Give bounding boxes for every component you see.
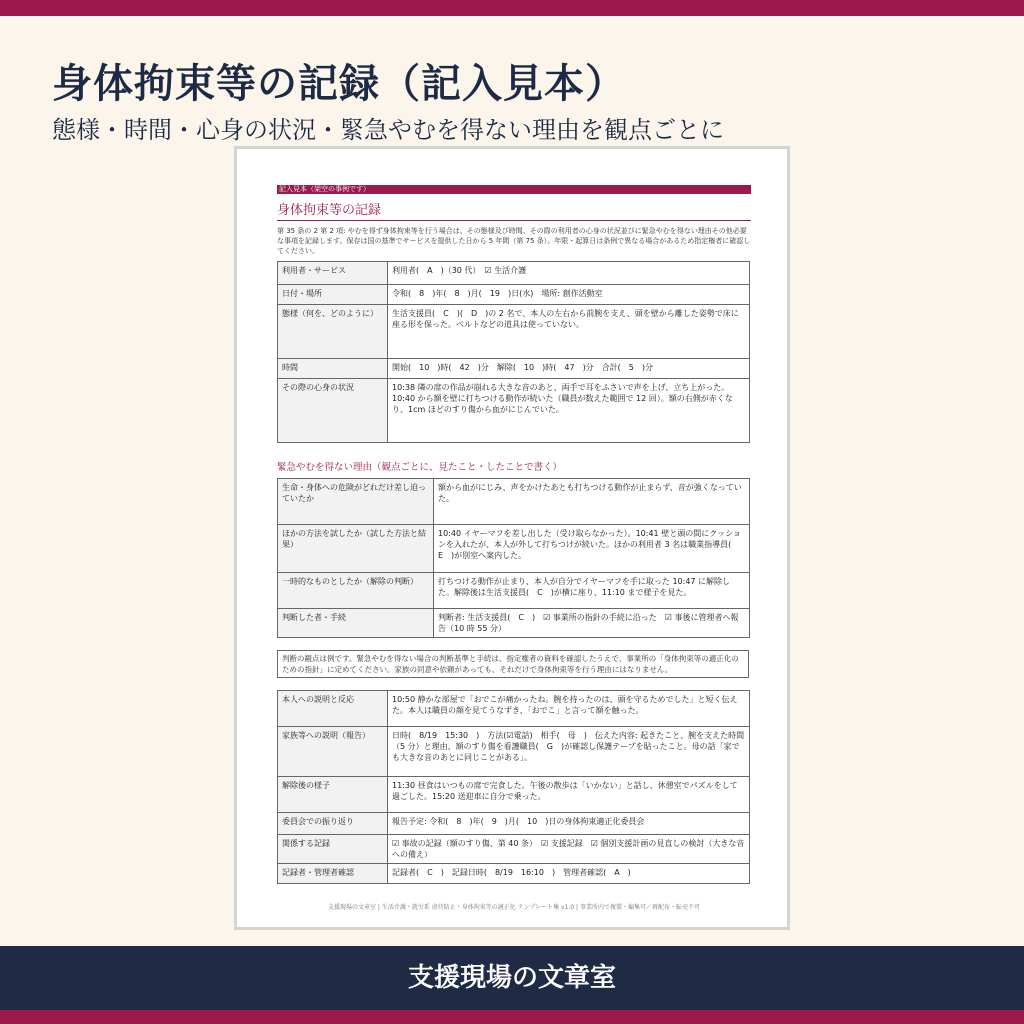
table-row [278,727,750,777]
document-title: 身体拘束等の記録 [277,199,751,221]
table-row [278,609,750,638]
section-heading-reasons: 緊急やむを得ない理由（観点ごとに、見たこと・したことで書く） [277,462,563,473]
sample-band: 記入見本（架空の事例です） [277,185,751,194]
table-row [278,691,750,727]
bottom-accent-bar [0,1010,1024,1024]
row-label: 記録者・管理者確認 [278,864,388,884]
page-title: 身体拘束等の記録（記入見本） [52,61,626,107]
table-row [278,777,750,813]
row-value: 11:30 昼食はいつもの席で完食した。午後の散歩は「いかない」と話し、休憩室でパズルをして過ごした。15:20 送迎車に自分で乗った。 [388,777,750,813]
table-row [278,813,750,835]
row-value: 打ちつける動作が止まり、本人が自分でイヤーマフを手に取った 10:47 に解除した。解除後は生活支援員( C )が横に座り、11:10 まで様子を見た。 [434,573,750,609]
row-value: 10:38 隣の席の作品が崩れる大きな音のあと、両手で耳をふさいで声を上げ、立ち上がった。10:40 から額を壁に打ちつける動作が続いた（職員が数えた範囲で 12 回）。額の右側が赤くなり、1cm ほどのすり傷から血がにじんでいた。 [388,379,750,443]
row-label: 本人への説明と反応 [278,691,388,727]
row-label: 生命・身体への危険がどれだけ差し迫っていたか [278,479,434,525]
page-subtitle: 態様・時間・心身の状況・緊急やむを得ない理由を観点ごとに [52,116,724,144]
row-value: 日時( 8/19 15:30 ) 方法(☑電話) 相手( 母 ) 伝えた内容: 起きたこと、腕を支えた時間（5 分）と理由、額のすり傷を看護職員( G )が確認し保護テープを貼ったこと。母の話「家でも大きな音のあとに同じことがある」。 [388,727,750,777]
record-table-basic [277,261,750,443]
document-intro: 第 35 条の 2 第 2 項: やむを得ず身体拘束等を行う場合は、その態様及び時間、その際の利用者の心身の状況並びに緊急やむを得ない理由その他必要な事項を記録します。保存は国の基準でサービスを提供した日から 5 年間（第 75 条）。年限・起算日は条例で異なる場合があるため指定権者に確認してください。 [277,227,751,255]
row-value: 額から血がにじみ、声をかけたあとも打ちつける動作が止まらず、音が強くなっていた。 [434,479,750,525]
table-row [278,835,750,864]
table-row [278,285,750,305]
row-value: 生活支援員( C )( D )の 2 名で、本人の左右から前腕を支え、頭を壁から離した姿勢で床に座る形を保った。ベルトなどの道具は使っていない。 [388,305,750,359]
table-row [278,262,750,285]
table-row [278,359,750,379]
table-row [278,525,750,573]
row-label: 時間 [278,359,388,379]
row-value: 10:50 静かな部屋で「おでこが痛かったね。腕を持ったのは、頭を守るためでした」と短く伝えた。本人は職員の顔を見てうなずき、「おでこ」と言って額を触った。 [388,691,750,727]
row-value: 開始( 10 )時( 42 )分 解除( 10 )時( 47 )分 合計( 5 )分 [388,359,750,379]
document-sheet [277,185,751,911]
table-row [278,573,750,609]
judgment-note: 判断の観点は例です。緊急やむを得ない場合の判断基準と手続は、指定権者の資料を確認したうえで、事業所の「身体拘束等の適正化のための指針」に定めてください。家族の同意や依頼があっても、それだけで身体拘束等を行う理由にはなりません。 [277,650,749,678]
record-table-followup [277,690,750,884]
row-label: ほかの方法を試したか（試した方法と結果） [278,525,434,573]
document-footer: 支援現場の文章室 | 生活介護・就労系 虐待防止・身体拘束等の適正化 テンプレート集 v1.0 | 事業所内で複製・編集可／再配布・転売不可 [328,904,700,911]
row-value: ☑ 事故の記録（額のすり傷、第 40 条） ☑ 支援記録 ☑ 個別支援計画の見直しの検討（大きな音への備え） [388,835,750,864]
table-row [278,864,750,884]
row-value: 報告予定: 令和( 8 )年( 9 )月( 10 )日の身体拘束適正化委員会 [388,813,750,835]
row-label: 態様（何を、どのように） [278,305,388,359]
row-value: 利用者( A )（30 代） ☑ 生活介護 [388,262,750,285]
row-label: その際の心身の状況 [278,379,388,443]
row-value: 判断者: 生活支援員( C ) ☑ 事業所の指針の手続に沿った ☑ 事後に管理者へ報告（10 時 55 分） [434,609,750,638]
row-label: 日付・場所 [278,285,388,305]
row-label: 利用者・サービス [278,262,388,285]
document-preview [234,146,790,930]
row-label: 委員会での振り返り [278,813,388,835]
row-value: 10:40 イヤーマフを差し出した（受け取らなかった）。10:41 壁と頭の間にクッションを入れたが、本人が外して打ちつけが続いた。ほかの利用者 3 名は職業指導員( E )が別室へ案内した。 [434,525,750,573]
row-value: 記録者( C ) 記録日時( 8/19 16:10 ) 管理者確認( A ) [388,864,750,884]
row-label: 解除後の様子 [278,777,388,813]
table-row [278,479,750,525]
record-table-reasons [277,478,750,638]
row-label: 一時的なものとしたか（解除の判断） [278,573,434,609]
table-row [278,379,750,443]
row-label: 関係する記録 [278,835,388,864]
row-value: 令和( 8 )年( 8 )月( 19 )日(水) 場所: 創作活動室 [388,285,750,305]
table-row [278,305,750,359]
row-label: 判断した者・手続 [278,609,434,638]
row-label: 家族等への説明（報告） [278,727,388,777]
top-accent-bar [0,0,1024,16]
brand-footer: 支援現場の文章室 [0,946,1024,1010]
